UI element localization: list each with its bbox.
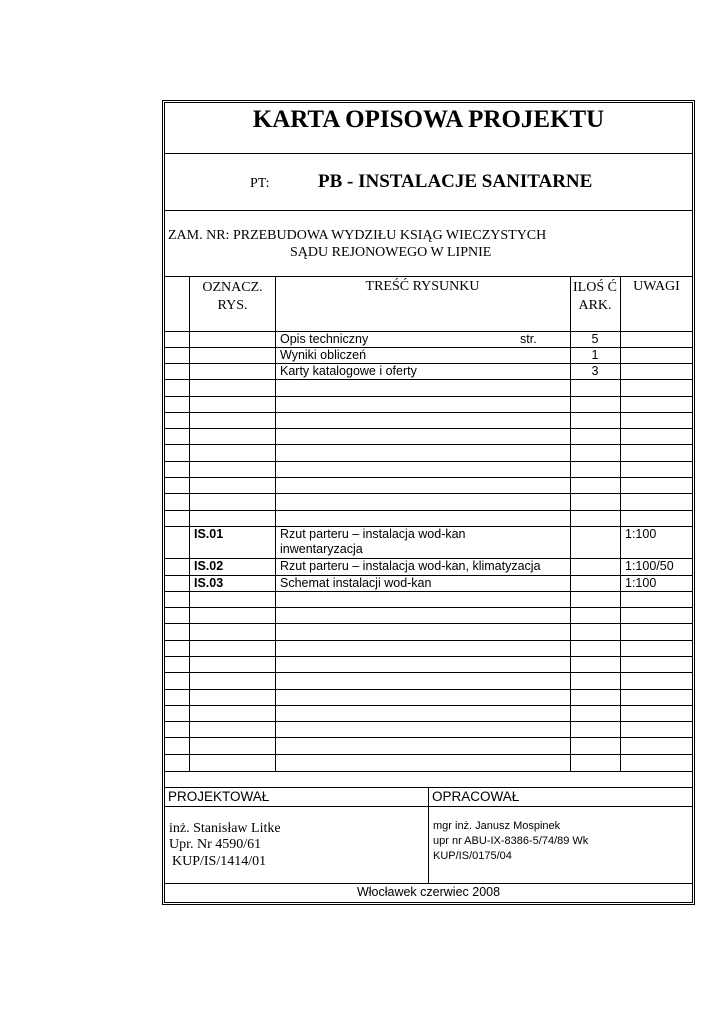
designer-name: inż. Stanisław Litke (169, 821, 281, 836)
grid-line (164, 396, 693, 397)
grid-line (164, 640, 693, 641)
grid-line (164, 771, 693, 772)
document-title: KARTA OPISOWA PROJEKTU (252, 106, 605, 133)
table-row-uwagi: 1:100/50 (625, 559, 674, 573)
form-border (164, 102, 693, 903)
grid-line (620, 276, 621, 771)
project-type-title: PB - INSTALACJE SANITARNE (318, 171, 593, 192)
grid-line (164, 493, 693, 494)
preparer-name: mgr inż. Janusz Mospinek (433, 820, 561, 832)
table-row-tresc: Karty katalogowe i oferty (280, 364, 417, 378)
grid-line (164, 689, 693, 690)
table-row-tresc: Opis techniczny (280, 332, 369, 346)
grid-line (164, 672, 693, 673)
table-row-ilosc: 3 (591, 364, 599, 378)
table-row-str: str. (520, 332, 537, 346)
grid-line (164, 754, 693, 755)
grid-line (164, 444, 693, 445)
grid-line (189, 276, 190, 771)
header-oznacz: OZNACZ. RYS. (202, 280, 263, 313)
grid-line (164, 721, 693, 722)
divider (164, 276, 693, 277)
order-line-1: ZAM. NR: PRZEBUDOWA WYDZIŁU KSIĄG WIECZYSTYCH (168, 228, 547, 243)
divider (164, 210, 693, 211)
table-row-uwagi: 1:100 (625, 576, 657, 590)
order-line-2: SĄDU REJONOWEGO W LIPNIE (290, 245, 492, 260)
grid-line (164, 656, 693, 657)
table-row-ilosc: 5 (591, 332, 599, 346)
table-row-oznacz: IS.03 (194, 576, 224, 590)
preparer-license: upr nr ABU-IX-8386-5/74/89 Wk (433, 835, 589, 847)
table-row-uwagi: 1:100 (625, 527, 657, 541)
grid-line (164, 591, 693, 592)
table-row-tresc: Rzut parteru – instalacja wod-kan, klimatyzacja (280, 559, 541, 573)
table-row-tresc: Rzut parteru – instalacja wod-kan (280, 527, 466, 541)
header-uwagi: UWAGI (633, 279, 680, 294)
designed-by-label: PROJEKTOWAŁ (168, 789, 270, 804)
grid-line (164, 461, 693, 462)
grid-line (164, 737, 693, 738)
header-tresc: TREŚĆ RYSUNKU (365, 279, 480, 294)
grid-line (164, 510, 693, 511)
preparer-membership: KUP/IS/0175/04 (433, 850, 512, 862)
table-row-ilosc: 1 (591, 348, 599, 362)
header-ilosc: ILOŚ Ć ARK. (573, 280, 617, 313)
place-date: Włocławek czerwiec 2008 (356, 885, 501, 899)
grid-line (164, 883, 693, 884)
table-row-tresc: Schemat instalacji wod-kan (280, 576, 432, 590)
grid-line (164, 477, 693, 478)
grid-line (164, 623, 693, 624)
table-row-tresc-continued: inwentaryzacja (280, 542, 363, 556)
prepared-by-label: OPRACOWAŁ (432, 789, 520, 804)
grid-line (275, 276, 276, 771)
pt-label: PT: (250, 176, 270, 191)
grid-line (164, 806, 693, 807)
grid-line (164, 412, 693, 413)
table-row-oznacz: IS.01 (194, 527, 224, 541)
designer-license: Upr. Nr 4590/61 (169, 837, 262, 852)
grid-line (164, 607, 693, 608)
divider (164, 153, 693, 154)
grid-line (164, 705, 693, 706)
designer-membership: KUP/IS/1414/01 (172, 854, 267, 869)
grid-line (164, 379, 693, 380)
table-row-oznacz: IS.02 (194, 559, 224, 573)
table-row-tresc: Wyniki obliczeń (280, 348, 367, 362)
grid-line (428, 787, 429, 883)
grid-line (164, 428, 693, 429)
